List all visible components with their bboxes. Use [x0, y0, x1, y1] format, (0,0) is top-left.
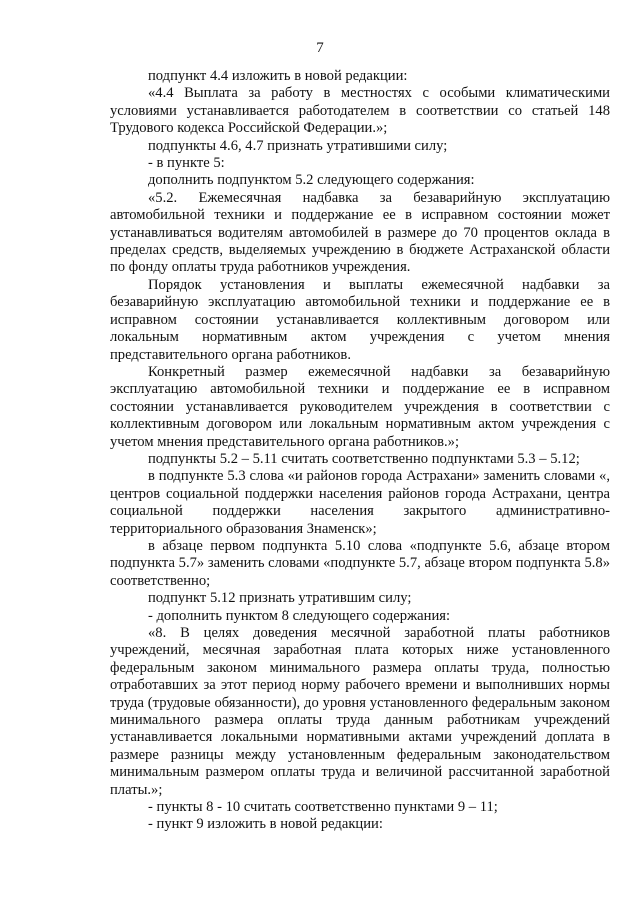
- paragraph: «5.2. Ежемесячная надбавка за безаварийную эксплуатацию автомобильной техники и поддержание ее в исправном состоянии может устанавливаться водителям автомобилей в размере до 70 процентов оклада в пределах средств, выделяемых учреждению в бюджете Астраханской области по фонду оплаты труда работников учреждения.: [110, 189, 610, 276]
- paragraph: подпункт 4.4 изложить в новой редакции:: [148, 68, 408, 84]
- paragraph: - пункты 8 - 10 считать соответственно пунктами 9 – 11;: [148, 799, 498, 816]
- paragraph: «8. В целях доведения месячной заработной платы работников учреждений, месячная заработная плата которых ниже установленного федеральным законом минимального размера оплаты труда, полностью отработавших за этот период норму рабочего времени и выполнивших нормы труда (трудовые обязанности), до уровня установленного федеральным законом минимального размера оплаты труда данным работникам учреждений устанавливается локальными нормативными актами учреждений доплата в размере разницы между установленным федеральным законодательством минимальным размером оплаты труда и величиной рассчитанной заработной платы.»;: [110, 625, 610, 798]
- paragraph: в абзаце первом подпункта 5.10 слова «подпункте 5.6, абзаце втором подпункта 5.7» заменить словами «подпункте 5.7, абзаце втором подпункта 5.8» соответственно;: [110, 537, 610, 589]
- paragraph: «4.4 Выплата за работу в местностях с особыми климатическими условиями устанавливается работодателем в соответствии со статьей 148 Трудового кодекса Российской Федерации.»;: [110, 85, 610, 137]
- paragraph: - пункт 9 изложить в новой редакции:: [148, 816, 383, 833]
- paragraph: подпункты 4.6, 4.7 признать утратившими силу;: [148, 137, 448, 154]
- paragraph: Порядок установления и выплаты ежемесячной надбавки за безаварийную эксплуатацию автомобильной техники и поддержание ее в исправном состоянии устанавливается коллективным договором или локальным нормативным актом учреждения с учетом мнения представительного органа работников.: [110, 276, 610, 363]
- paragraph: - в пункте 5:: [148, 155, 225, 172]
- paragraph: в подпункте 5.3 слова «и районов города Астрахани» заменить словами «, центров социальной поддержки населения районов города Астрахани, центра социальной поддержки населения закрытого административно-территориального образования Знаменск»;: [110, 468, 610, 537]
- paragraph: дополнить подпунктом 5.2 следующего содержания:: [148, 172, 475, 189]
- paragraph: - дополнить пунктом 8 следующего содержания:: [148, 607, 451, 624]
- paragraph: подпункт 5.12 признать утратившим силу;: [148, 590, 412, 607]
- page-number: 7: [316, 40, 324, 56]
- paragraph: подпункты 5.2 – 5.11 считать соответственно подпунктами 5.3 – 5.12;: [148, 450, 580, 467]
- paragraph: Конкретный размер ежемесячной надбавки за безаварийную эксплуатацию автомобильной техники и поддержание ее в исправном состоянии устанавливается руководителем учреждения в соответствии с коллективным договором или локальным нормативным актом учреждения с учетом мнения представительного органа работников.»;: [110, 363, 610, 450]
- document-body: [110, 68, 610, 834]
